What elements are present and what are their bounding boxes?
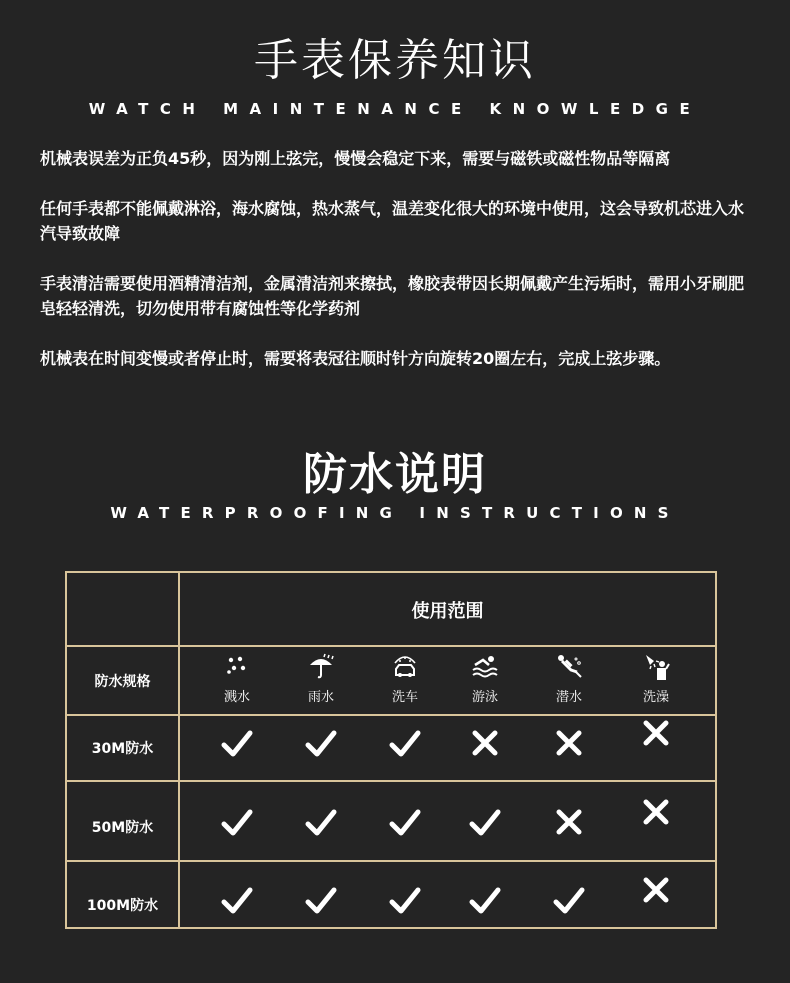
car-wash-icon bbox=[391, 653, 419, 681]
waterproof-table bbox=[65, 571, 717, 929]
activity-car-wash bbox=[365, 653, 445, 705]
swimming-icon bbox=[471, 653, 499, 681]
check-icon bbox=[388, 884, 422, 920]
maintenance-subtitle: WATCH MAINTENANCE KNOWLEDGE bbox=[88, 100, 702, 118]
cross-icon bbox=[553, 806, 585, 842]
activity-label: 游泳 bbox=[471, 690, 498, 705]
maintenance-paragraph: 机械表在时间变慢或者停止时，需要将表冠往顺时针方向旋转20圈左右，完成上弦步骤。 bbox=[40, 349, 671, 368]
activity-swimming bbox=[445, 653, 525, 705]
diving-icon bbox=[555, 653, 583, 681]
cross-icon bbox=[469, 727, 501, 763]
activity-umbrella-rain bbox=[281, 653, 361, 705]
maintenance-paragraph: 机械表误差为正负45秒，因为刚上弦完，慢慢会稳定下来，需要与磁铁或磁性物品等隔离 bbox=[40, 149, 671, 168]
check-icon bbox=[468, 806, 502, 842]
check-icon bbox=[304, 727, 338, 763]
activity-shower bbox=[616, 653, 696, 705]
check-icon bbox=[304, 884, 338, 920]
waterproof-title: 防水说明 bbox=[303, 449, 487, 500]
activity-label: 洗车 bbox=[391, 690, 418, 705]
cross-icon bbox=[640, 717, 672, 753]
table-divider bbox=[67, 860, 715, 862]
row-label-30m: 30M防水 bbox=[91, 741, 154, 757]
activity-diving bbox=[529, 653, 609, 705]
maintenance-paragraph: 任何手表都不能佩戴淋浴，海水腐蚀，热水蒸气，温差变化很大的环境中使用，这会导致机芯进入水汽导致故障 bbox=[40, 199, 745, 243]
activity-label: 洗澡 bbox=[642, 690, 669, 705]
check-icon bbox=[220, 806, 254, 842]
umbrella-rain-icon bbox=[307, 653, 335, 681]
maintenance-title: 手表保养知识 bbox=[254, 35, 536, 86]
check-icon bbox=[220, 727, 254, 763]
shower-icon bbox=[642, 653, 670, 681]
activity-label: 潜水 bbox=[555, 690, 582, 705]
table-divider bbox=[67, 714, 715, 716]
maintenance-paragraph: 手表清洁需要使用酒精清洁剂，金属清洁剂来擦拭，橡胶表带因长期佩戴产生污垢时，需用小牙刷肥皂轻轻清洗，切勿使用带有腐蚀性等化学药剂 bbox=[40, 274, 745, 318]
check-icon bbox=[468, 884, 502, 920]
check-icon bbox=[220, 884, 254, 920]
waterproof-subtitle: WATERPROOFING INSTRUCTIONS bbox=[110, 504, 680, 522]
check-icon bbox=[552, 884, 586, 920]
check-icon bbox=[388, 727, 422, 763]
table-divider bbox=[67, 780, 715, 782]
check-icon bbox=[304, 806, 338, 842]
row-label-50m: 50M防水 bbox=[91, 820, 154, 836]
cross-icon bbox=[640, 874, 672, 910]
usage-range-header: 使用范围 bbox=[411, 601, 484, 622]
row-label-100m: 100M防水 bbox=[86, 898, 159, 914]
spec-label: 防水规格 bbox=[94, 674, 151, 690]
table-divider bbox=[67, 645, 715, 647]
cross-icon bbox=[640, 796, 672, 832]
activity-splash bbox=[197, 653, 277, 705]
check-icon bbox=[388, 806, 422, 842]
activity-label: 雨水 bbox=[307, 690, 334, 705]
activity-label: 溅水 bbox=[223, 690, 250, 705]
table-divider bbox=[178, 573, 180, 927]
cross-icon bbox=[553, 727, 585, 763]
splash-icon bbox=[223, 653, 251, 681]
